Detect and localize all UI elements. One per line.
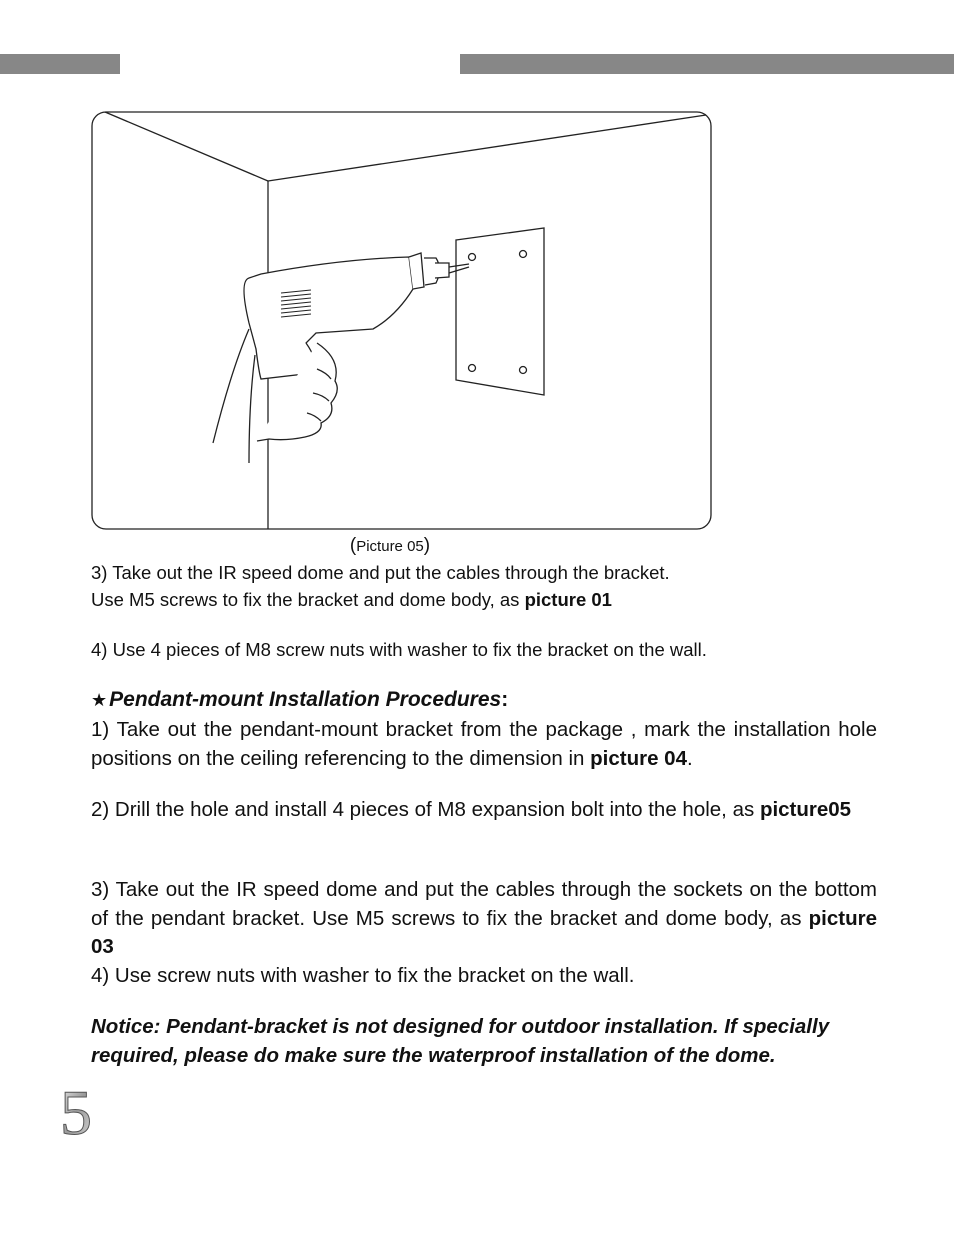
page-number: [58, 1082, 104, 1142]
wall-step-3-line-1: 3) Take out the IR speed dome and put the cables through the bracket.: [91, 562, 670, 583]
pendant-step-2-text: 2) Drill the hole and install 4 pieces of M8 expansion bolt into the hole, as: [91, 798, 760, 821]
pendant-step-3: [91, 876, 877, 962]
wall-step-4: 4) Use 4 pieces of M8 screw nuts with washer to fix the bracket on the wall.: [91, 639, 707, 660]
pendant-step-1: [91, 716, 877, 773]
figure-caption: [0, 533, 780, 560]
notice-line-1: Notice: Pendant-bracket is not designed for outdoor installation. If specially: [91, 1015, 830, 1038]
wall-step-3-line-2: [91, 586, 877, 613]
pendant-step-2: [91, 796, 877, 825]
pendant-step-3-text: 3) Take out the IR speed dome and put the cables through the sockets on the bottom of the pendant bracket. Use M5 screws to fix the bracket and dome body, as: [91, 878, 877, 930]
drill-icon: [244, 253, 469, 379]
pendant-step-1-text: 1) Take out the pendant-mount bracket from the package , mark the installation hole positions on the ceiling referencing to the dimension in: [91, 718, 877, 770]
page-number-text: 5: [60, 1082, 92, 1142]
wall-bracket-plate: [456, 228, 544, 395]
header-bar-left: [0, 54, 120, 74]
header-bar-right: [460, 54, 954, 74]
wall-step-3-text: Use M5 screws to fix the bracket and dome body, as: [91, 589, 525, 610]
wall-step-3-ref: picture 01: [524, 589, 612, 610]
pendant-step-4: 4) Use screw nuts with washer to fix the bracket on the wall.: [91, 964, 635, 987]
pendant-step-1-ref: picture 04: [590, 746, 687, 770]
pendant-heading: [91, 685, 877, 715]
notice-line-2: required, please do make sure the waterproof installation of the dome.: [91, 1043, 776, 1067]
pendant-heading-colon: :: [501, 688, 509, 711]
pendant-step-3-ref: picture 03: [91, 906, 877, 958]
pendant-step-1-end: .: [687, 746, 693, 770]
pendant-heading-text: Pendant-mount Installation Procedures: [109, 688, 502, 711]
pendant-step-2-ref: picture05: [759, 798, 852, 821]
drill-wall-illustration: [91, 111, 713, 531]
caption-paren-close: ): [423, 535, 431, 556]
star-icon: ★: [91, 690, 108, 710]
notice: [91, 1013, 877, 1070]
caption-paren-open: (: [349, 535, 357, 556]
caption-label: Picture 05: [356, 538, 424, 555]
